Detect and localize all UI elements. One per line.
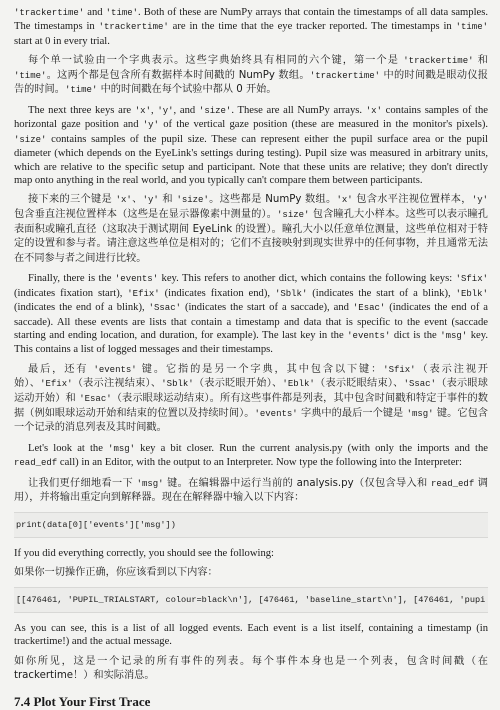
inline-code: 'Efix' (40, 379, 73, 390)
inline-code: 'Ssac' (403, 379, 436, 390)
paragraph-events-zh: 最后，还有 'events' 键。它指的是另一个字典，其中包含以下键：'Sfix'（表示注视开始）、'Efix'（表示注视结束）、'Sblk'（表示眨眼开始）、'Eblk'（表示眨眼结束）、'Ssac'（表示眼球运动开始）和 'Esac'（表示眼球运动结束）。所有这些事件都是列表，其中包含时间戳和特定于事件的数据（例如眼球运动开始和结束的位置以及持续时间）。'events' 字典中的最后一个键是 'msg' 键。它包含一个记录的消息列表及其时间戳。 (14, 363, 488, 434)
inline-code: 'msg' (440, 331, 468, 342)
inline-code: 'trackertime' (403, 56, 474, 67)
paragraph-expected-zh: 如果你一切操作正确，你应该看到以下内容： (14, 567, 218, 579)
paragraph-trackertime-zh: 每个单一试验由一个字典表示。这些字典始终具有相同的六个键，第一个是 'trackertime' 和 'time'。这两个都是包含所有数据样本时间戳的 NumPy 数组。'trackertime' 中的时间戳是眼动仪报告的时间。'time' 中的时间戳在每个试验中都从 0 开始。 (14, 55, 488, 96)
inline-code: 'events' (254, 408, 298, 419)
paragraph-trackertime-en: 'trackertime' and 'time'. Both of these are NumPy arrays that contain the timestamps of all data samples. The timestamps in 'trackertime' are in the time that the eye tracker reported. The timestamps in 'time' start at 0 in every trial. (14, 7, 488, 47)
inline-code: 'time' (14, 70, 47, 81)
paragraph-list-zh: 如你所见，这是一个记录的所有事件的列表。每个事件本身也是一个列表，包含时间戳（在 trackertime！）和实际消息。 (14, 655, 488, 682)
inline-code: 'msg' (108, 443, 136, 454)
paragraph-expected-en: If you did everything correctly, you should see the following: (14, 547, 274, 559)
inline-code: 'Esac' (79, 394, 112, 405)
inline-code: 'x' (115, 195, 132, 206)
code-block-print: print(data[0]['events']['msg']) (14, 512, 488, 538)
inline-code: 'Sblk' (274, 288, 308, 299)
inline-code: 'events' (93, 364, 137, 375)
inline-code: 'y' (142, 120, 159, 131)
inline-code: 'x' (134, 106, 151, 116)
inline-code: 'Sblk' (161, 379, 194, 390)
inline-code: 'size' (277, 210, 310, 221)
inline-code: 'trackertime' (98, 22, 169, 33)
inline-code: 'time' (105, 8, 139, 18)
inline-code: 'Ssac' (148, 303, 182, 314)
inline-code: 'y' (142, 195, 159, 206)
inline-code: 'Esac' (352, 303, 386, 314)
inline-code: 'y' (471, 195, 489, 206)
paragraph-xy-size-zh: 接下来的三个键是 'x'、'y' 和 'size'。这些都是 NumPy 数组。'x' 包含水平注视位置样本，'y' 包含垂直注视位置样本（这些是在显示器像素中测量的）。'size' 包含瞳孔大小样本。这些可以表示瞳孔表面积或瞳孔直径（这取决于测试期间 EyeLink 的设置）。瞳孔大小以任意单位测量，这些单位相对于特定的设置和参与者。请注意这些单位是相对的；它们不直接映射到现实世界中的任何事物，并且通常无法在不同参与者之间进行比较。 (14, 194, 489, 264)
inline-code: 'size' (14, 134, 47, 145)
inline-code: 'events' (114, 274, 159, 285)
inline-code: 'x' (336, 195, 353, 206)
inline-code: 'size' (198, 106, 232, 116)
inline-code: 'events' (347, 331, 391, 342)
paragraph-msg-zh: 让我们更仔细地看一下 'msg' 键。在编辑器中运行当前的 analysis.py（仅包含导入和 read_edf 调用），并将输出重定向到解释器。现在在解释器中输入以下内容： (14, 477, 488, 504)
inline-code: 'x' (365, 106, 382, 116)
paragraph-xy-size-en: The next three keys are 'x', 'y', and 'size'. These are all NumPy arrays. 'x' contains samples of the horizontal gaze position and 'y' of the vertical gaze position (these are measured in the monitor's pixels). 'size' contains samples of the pupil size. These can represent either the pupil surface area or the pupil diameter (which depends on the EyeLink's settings during testing). Pupil size was measured in arbitrary units, which are relative to the specific setup and participant. Note that these units are relative; they don't directly map onto anything in the real world, and you typically can't compare them between participants. (14, 105, 489, 187)
inline-code: 'Efix' (127, 288, 160, 299)
inline-code: 'Sfix' (455, 274, 488, 285)
inline-code: 'Sfix' (383, 364, 416, 375)
inline-code: 'trackertime' (14, 8, 85, 18)
inline-code: 'size' (176, 195, 209, 206)
paragraph-events-en: Finally, there is the 'events' key. This refers to another dict, which contains the following keys: 'Sfix' (indicates fixation start), 'Efix' (indicates fixation end), 'Sblk' (indicates the start of a blink), 'Eblk' (indicates the end of a blink), 'Ssac' (indicates the start of a saccade), and 'Esac' (indicates the end of a saccade). All these events are lists that contain a timestamp and data that is specific to the event (saccade starting and ending location, and duration, for example). The last key in the 'events' dict is the 'msg' key. This contains a list of logged messages and their timestamps. (14, 273, 489, 356)
inline-code: 'Eblk' (455, 288, 488, 299)
inline-code: read_edf (14, 458, 58, 469)
inline-code: 'y' (157, 106, 174, 116)
inline-code: 'trackertime' (309, 70, 381, 81)
inline-code: 'time' (64, 85, 98, 96)
inline-code: 'Eblk' (282, 379, 315, 390)
paragraph-list-en: As you can see, this is a list of all logged events. Each event is a list itself, containing a timestamp (in trackertime!) and the actual message. (14, 622, 488, 648)
inline-code: 'time' (455, 22, 488, 33)
inline-code: 'msg' (406, 408, 434, 419)
inline-code: read_edf (431, 478, 475, 489)
paragraph-msg-en: Let's look at the 'msg' key a bit closer. Run the current analysis.py (with only the imports and the read_edf call) in an Editor, with the output to an Interpreter. Now type the following into the Interpreter: (14, 442, 488, 469)
inline-code: 'msg' (136, 478, 164, 489)
section-heading: 7.4 Plot Your First Trace (14, 693, 151, 709)
code-block-output: [[476461, 'PUPIL_TRIALSTART, colour=black\n'], [476461, 'baseline_start\n'], [476461, 'pupi (14, 587, 488, 613)
